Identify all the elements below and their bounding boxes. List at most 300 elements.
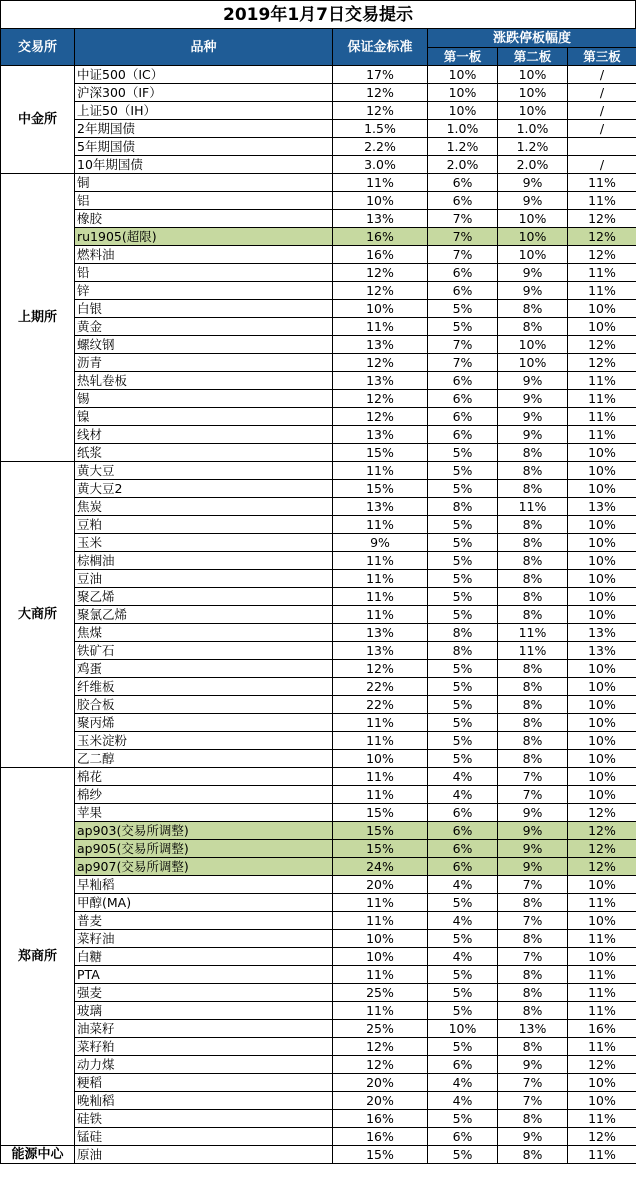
limit1-cell: 8% — [428, 624, 498, 642]
limit1-cell: 4% — [428, 768, 498, 786]
limit2-cell: 8% — [498, 462, 568, 480]
limit2-cell: 2.0% — [498, 156, 568, 174]
limit1-cell: 10% — [428, 66, 498, 84]
table-row — [1, 966, 636, 984]
margin-cell: 12% — [333, 282, 428, 300]
limit3-cell: 11% — [568, 1110, 636, 1128]
product-cell: 锌 — [75, 282, 333, 300]
margin-cell: 13% — [333, 426, 428, 444]
limit1-cell: 5% — [428, 552, 498, 570]
product-cell: 聚氯乙烯 — [75, 606, 333, 624]
margin-cell: 11% — [333, 174, 428, 192]
table-row — [1, 462, 636, 480]
exchange-cell: 中金所 — [1, 66, 75, 174]
table-row — [1, 876, 636, 894]
product-cell: 黄金 — [75, 318, 333, 336]
table-row — [1, 930, 636, 948]
product-cell: 胶合板 — [75, 696, 333, 714]
product-cell: 豆粕 — [75, 516, 333, 534]
product-cell: ap905(交易所调整) — [75, 840, 333, 858]
table-row — [1, 660, 636, 678]
margin-cell: 15% — [333, 444, 428, 462]
limit1-cell: 7% — [428, 354, 498, 372]
limit2-cell: 8% — [498, 480, 568, 498]
table-row — [1, 732, 636, 750]
limit2-cell: 9% — [498, 192, 568, 210]
margin-cell: 16% — [333, 228, 428, 246]
limit2-cell: 8% — [498, 696, 568, 714]
limit3-cell: / — [568, 66, 636, 84]
table-row — [1, 174, 636, 192]
limit3-cell: 11% — [568, 426, 636, 444]
limit2-cell: 8% — [498, 966, 568, 984]
limit2-cell: 7% — [498, 1092, 568, 1110]
limit2-cell: 8% — [498, 750, 568, 768]
exchange-cell: 上期所 — [1, 174, 75, 462]
table-row — [1, 264, 636, 282]
product-cell: 动力煤 — [75, 1056, 333, 1074]
limit2-cell: 1.2% — [498, 138, 568, 156]
limit1-cell: 6% — [428, 804, 498, 822]
limit2-cell: 9% — [498, 390, 568, 408]
limit1-cell: 1.0% — [428, 120, 498, 138]
product-cell: 锰硅 — [75, 1128, 333, 1146]
product-cell: 10年期国债 — [75, 156, 333, 174]
limit1-cell: 4% — [428, 948, 498, 966]
limit2-cell: 9% — [498, 1128, 568, 1146]
limit2-cell: 10% — [498, 246, 568, 264]
limit2-cell: 8% — [498, 714, 568, 732]
exchange-cell: 大商所 — [1, 462, 75, 768]
product-cell: 棕榈油 — [75, 552, 333, 570]
limit3-cell: 13% — [568, 498, 636, 516]
product-cell: 菜籽粕 — [75, 1038, 333, 1056]
limit3-cell: 11% — [568, 264, 636, 282]
limit3-cell: 11% — [568, 1038, 636, 1056]
limit2-cell: 7% — [498, 948, 568, 966]
limit3-cell: / — [568, 120, 636, 138]
table-row — [1, 1074, 636, 1092]
margin-cell: 12% — [333, 264, 428, 282]
limit1-cell: 5% — [428, 732, 498, 750]
limit1-cell: 5% — [428, 894, 498, 912]
limit2-cell: 8% — [498, 588, 568, 606]
limit1-cell: 5% — [428, 534, 498, 552]
margin-cell: 11% — [333, 768, 428, 786]
table-row — [1, 318, 636, 336]
margin-cell: 12% — [333, 390, 428, 408]
limit1-cell: 6% — [428, 1056, 498, 1074]
limit3-cell: 12% — [568, 210, 636, 228]
limit2-cell: 8% — [498, 516, 568, 534]
product-cell: 线材 — [75, 426, 333, 444]
limit3-cell: 10% — [568, 768, 636, 786]
table-row — [1, 246, 636, 264]
limit3-cell: 11% — [568, 390, 636, 408]
header-limit-3: 第三板 — [568, 48, 636, 66]
product-cell: 热轧卷板 — [75, 372, 333, 390]
limit3-cell: 10% — [568, 696, 636, 714]
limit2-cell: 1.0% — [498, 120, 568, 138]
limit2-cell: 8% — [498, 732, 568, 750]
limit1-cell: 6% — [428, 192, 498, 210]
product-cell: 中证500（IC） — [75, 66, 333, 84]
header-row — [1, 29, 636, 48]
table-row — [1, 228, 636, 246]
margin-cell: 11% — [333, 606, 428, 624]
table-row — [1, 714, 636, 732]
margin-cell: 15% — [333, 1146, 428, 1164]
limit1-cell: 5% — [428, 480, 498, 498]
table-row — [1, 588, 636, 606]
limit1-cell: 7% — [428, 246, 498, 264]
table-row — [1, 336, 636, 354]
margin-cell: 11% — [333, 732, 428, 750]
table-row — [1, 1038, 636, 1056]
margin-cell: 12% — [333, 354, 428, 372]
limit3-cell: 12% — [568, 822, 636, 840]
limit2-cell: 9% — [498, 174, 568, 192]
margin-cell: 16% — [333, 1128, 428, 1146]
product-cell: 上证50（IH） — [75, 102, 333, 120]
product-cell: 晚籼稻 — [75, 1092, 333, 1110]
margin-cell: 13% — [333, 336, 428, 354]
limit1-cell: 5% — [428, 678, 498, 696]
table-row — [1, 678, 636, 696]
margin-cell: 20% — [333, 1092, 428, 1110]
table-row — [1, 408, 636, 426]
product-cell: 5年期国债 — [75, 138, 333, 156]
limit1-cell: 6% — [428, 840, 498, 858]
table-row — [1, 390, 636, 408]
exchange-cell: 能源中心 — [1, 1146, 75, 1164]
limit1-cell: 6% — [428, 390, 498, 408]
table-row — [1, 66, 636, 84]
table-row — [1, 210, 636, 228]
limit1-cell: 6% — [428, 408, 498, 426]
limit3-cell: 10% — [568, 552, 636, 570]
limit3-cell: 10% — [568, 912, 636, 930]
table-row — [1, 282, 636, 300]
margin-cell: 11% — [333, 570, 428, 588]
product-cell: 橡胶 — [75, 210, 333, 228]
product-cell: 聚丙烯 — [75, 714, 333, 732]
product-cell: 铝 — [75, 192, 333, 210]
limit1-cell: 5% — [428, 588, 498, 606]
limit2-cell: 7% — [498, 1074, 568, 1092]
margin-cell: 9% — [333, 534, 428, 552]
limit2-cell: 9% — [498, 1056, 568, 1074]
table-row — [1, 768, 636, 786]
margin-cell: 15% — [333, 804, 428, 822]
table-row — [1, 624, 636, 642]
margin-cell: 20% — [333, 876, 428, 894]
limit2-cell: 8% — [498, 534, 568, 552]
header-margin: 保证金标准 — [333, 29, 428, 66]
limit2-cell: 8% — [498, 300, 568, 318]
limit3-cell: 11% — [568, 408, 636, 426]
table-row — [1, 750, 636, 768]
margin-cell: 11% — [333, 552, 428, 570]
exchange-cell: 郑商所 — [1, 768, 75, 1146]
limit1-cell: 6% — [428, 426, 498, 444]
limit3-cell: 16% — [568, 1020, 636, 1038]
limit1-cell: 10% — [428, 102, 498, 120]
limit3-cell: 10% — [568, 534, 636, 552]
limit1-cell: 5% — [428, 660, 498, 678]
limit3-cell — [568, 138, 636, 156]
table-row — [1, 642, 636, 660]
limit2-cell: 10% — [498, 102, 568, 120]
product-cell: 强麦 — [75, 984, 333, 1002]
margin-cell: 22% — [333, 678, 428, 696]
product-cell: ru1905(超限) — [75, 228, 333, 246]
limit3-cell: 12% — [568, 1128, 636, 1146]
table-row — [1, 804, 636, 822]
margin-cell: 20% — [333, 1074, 428, 1092]
product-cell: 豆油 — [75, 570, 333, 588]
limit1-cell: 8% — [428, 498, 498, 516]
margin-cell: 17% — [333, 66, 428, 84]
limit2-cell: 10% — [498, 354, 568, 372]
product-cell: ap903(交易所调整) — [75, 822, 333, 840]
limit3-cell: 10% — [568, 606, 636, 624]
product-cell: 镍 — [75, 408, 333, 426]
margin-cell: 12% — [333, 660, 428, 678]
limit1-cell: 5% — [428, 606, 498, 624]
product-cell: 纸浆 — [75, 444, 333, 462]
limit3-cell: 11% — [568, 174, 636, 192]
limit3-cell: 11% — [568, 984, 636, 1002]
limit2-cell: 7% — [498, 876, 568, 894]
limit2-cell: 9% — [498, 426, 568, 444]
limit3-cell: 10% — [568, 300, 636, 318]
limit1-cell: 6% — [428, 858, 498, 876]
limit3-cell: 12% — [568, 246, 636, 264]
limit2-cell: 9% — [498, 840, 568, 858]
limit3-cell: 10% — [568, 462, 636, 480]
limit1-cell: 5% — [428, 1146, 498, 1164]
product-cell: 硅铁 — [75, 1110, 333, 1128]
table-row — [1, 822, 636, 840]
limit1-cell: 7% — [428, 228, 498, 246]
table-row — [1, 606, 636, 624]
limit2-cell: 11% — [498, 498, 568, 516]
product-cell: 原油 — [75, 1146, 333, 1164]
table-row — [1, 156, 636, 174]
product-cell: PTA — [75, 966, 333, 984]
table-row — [1, 912, 636, 930]
table-row — [1, 894, 636, 912]
table-row — [1, 444, 636, 462]
limit2-cell: 8% — [498, 606, 568, 624]
margin-cell: 24% — [333, 858, 428, 876]
limit2-cell: 7% — [498, 786, 568, 804]
limit3-cell: 10% — [568, 516, 636, 534]
margin-cell: 16% — [333, 1110, 428, 1128]
table-row — [1, 372, 636, 390]
product-cell: 纤维板 — [75, 678, 333, 696]
limit1-cell: 4% — [428, 876, 498, 894]
table-row — [1, 516, 636, 534]
limit2-cell: 8% — [498, 1038, 568, 1056]
margin-cell: 1.5% — [333, 120, 428, 138]
limit3-cell: 11% — [568, 966, 636, 984]
limit2-cell: 8% — [498, 570, 568, 588]
product-cell: 甲醇(MA) — [75, 894, 333, 912]
limit1-cell: 5% — [428, 516, 498, 534]
limit1-cell: 5% — [428, 930, 498, 948]
limit3-cell: 11% — [568, 930, 636, 948]
product-cell: 铁矿石 — [75, 642, 333, 660]
limit1-cell: 4% — [428, 1092, 498, 1110]
margin-cell: 25% — [333, 1020, 428, 1038]
header-product: 品种 — [75, 29, 333, 66]
limit2-cell: 9% — [498, 804, 568, 822]
limit1-cell: 4% — [428, 786, 498, 804]
limit2-cell: 8% — [498, 930, 568, 948]
limit2-cell: 11% — [498, 624, 568, 642]
product-cell: ap907(交易所调整) — [75, 858, 333, 876]
limit1-cell: 2.0% — [428, 156, 498, 174]
product-cell: 棉花 — [75, 768, 333, 786]
margin-cell: 10% — [333, 948, 428, 966]
margin-cell: 22% — [333, 696, 428, 714]
limit2-cell: 8% — [498, 1110, 568, 1128]
table-row — [1, 138, 636, 156]
product-cell: 聚乙烯 — [75, 588, 333, 606]
product-cell: 玉米淀粉 — [75, 732, 333, 750]
margin-cell: 15% — [333, 840, 428, 858]
limit3-cell: 12% — [568, 354, 636, 372]
limit1-cell: 5% — [428, 1110, 498, 1128]
table-row — [1, 534, 636, 552]
limit2-cell: 8% — [498, 318, 568, 336]
limit1-cell: 5% — [428, 750, 498, 768]
limit1-cell: 5% — [428, 300, 498, 318]
table-row — [1, 1092, 636, 1110]
margin-cell: 25% — [333, 984, 428, 1002]
limit1-cell: 5% — [428, 318, 498, 336]
limit1-cell: 5% — [428, 1038, 498, 1056]
table-row — [1, 1128, 636, 1146]
limit2-cell: 8% — [498, 678, 568, 696]
limit3-cell: 10% — [568, 732, 636, 750]
limit3-cell: 12% — [568, 804, 636, 822]
margin-cell: 10% — [333, 750, 428, 768]
margin-cell: 11% — [333, 516, 428, 534]
table-row — [1, 354, 636, 372]
limit1-cell: 4% — [428, 1074, 498, 1092]
margin-cell: 11% — [333, 912, 428, 930]
table-row — [1, 480, 636, 498]
limit2-cell: 10% — [498, 66, 568, 84]
margin-cell: 16% — [333, 246, 428, 264]
limit3-cell: 12% — [568, 228, 636, 246]
limit3-cell: 11% — [568, 192, 636, 210]
table-row — [1, 786, 636, 804]
limit2-cell: 7% — [498, 768, 568, 786]
page-title: 2019年1月7日交易提示 — [0, 0, 636, 28]
table-row — [1, 696, 636, 714]
limit2-cell: 9% — [498, 822, 568, 840]
limit3-cell: 10% — [568, 318, 636, 336]
margin-cell: 11% — [333, 714, 428, 732]
limit3-cell: 12% — [568, 336, 636, 354]
product-cell: 黄大豆2 — [75, 480, 333, 498]
margin-cell: 3.0% — [333, 156, 428, 174]
limit1-cell: 6% — [428, 282, 498, 300]
margin-cell: 13% — [333, 498, 428, 516]
margin-cell: 12% — [333, 1056, 428, 1074]
limit3-cell: 10% — [568, 660, 636, 678]
limit3-cell: 12% — [568, 840, 636, 858]
table-row — [1, 552, 636, 570]
product-cell: 焦炭 — [75, 498, 333, 516]
limit2-cell: 8% — [498, 444, 568, 462]
table-row — [1, 570, 636, 588]
limit2-cell: 9% — [498, 408, 568, 426]
table-row — [1, 1002, 636, 1020]
table-row — [1, 1056, 636, 1074]
margin-cell: 11% — [333, 318, 428, 336]
header-limit-2: 第二板 — [498, 48, 568, 66]
product-cell: 螺纹钢 — [75, 336, 333, 354]
limit3-cell: 11% — [568, 894, 636, 912]
limit1-cell: 5% — [428, 984, 498, 1002]
table-row — [1, 1020, 636, 1038]
limit3-cell: 10% — [568, 876, 636, 894]
product-cell: 2年期国债 — [75, 120, 333, 138]
limit2-cell: 8% — [498, 1146, 568, 1164]
limit2-cell: 11% — [498, 642, 568, 660]
limit2-cell: 8% — [498, 552, 568, 570]
limit2-cell: 8% — [498, 984, 568, 1002]
table-row — [1, 498, 636, 516]
table-row — [1, 84, 636, 102]
limit3-cell: 10% — [568, 750, 636, 768]
margin-cell: 13% — [333, 642, 428, 660]
margin-cell: 2.2% — [333, 138, 428, 156]
limit3-cell: 10% — [568, 1092, 636, 1110]
margin-cell: 15% — [333, 822, 428, 840]
table-row — [1, 300, 636, 318]
limit3-cell: 11% — [568, 282, 636, 300]
table-row — [1, 102, 636, 120]
limit2-cell: 10% — [498, 336, 568, 354]
limit3-cell: / — [568, 102, 636, 120]
margin-cell: 11% — [333, 966, 428, 984]
header-limit-1: 第一板 — [428, 48, 498, 66]
limit2-cell: 10% — [498, 84, 568, 102]
limit1-cell: 5% — [428, 444, 498, 462]
margin-cell: 10% — [333, 930, 428, 948]
margin-cell: 13% — [333, 624, 428, 642]
limit1-cell: 4% — [428, 912, 498, 930]
margin-cell: 10% — [333, 300, 428, 318]
limit3-cell: 11% — [568, 1002, 636, 1020]
limit2-cell: 8% — [498, 1002, 568, 1020]
product-cell: 乙二醇 — [75, 750, 333, 768]
limit1-cell: 5% — [428, 462, 498, 480]
limit3-cell: / — [568, 84, 636, 102]
limit3-cell: 10% — [568, 714, 636, 732]
table-row — [1, 426, 636, 444]
table-row — [1, 120, 636, 138]
margin-cell: 10% — [333, 192, 428, 210]
product-cell: 普麦 — [75, 912, 333, 930]
limit1-cell: 6% — [428, 264, 498, 282]
